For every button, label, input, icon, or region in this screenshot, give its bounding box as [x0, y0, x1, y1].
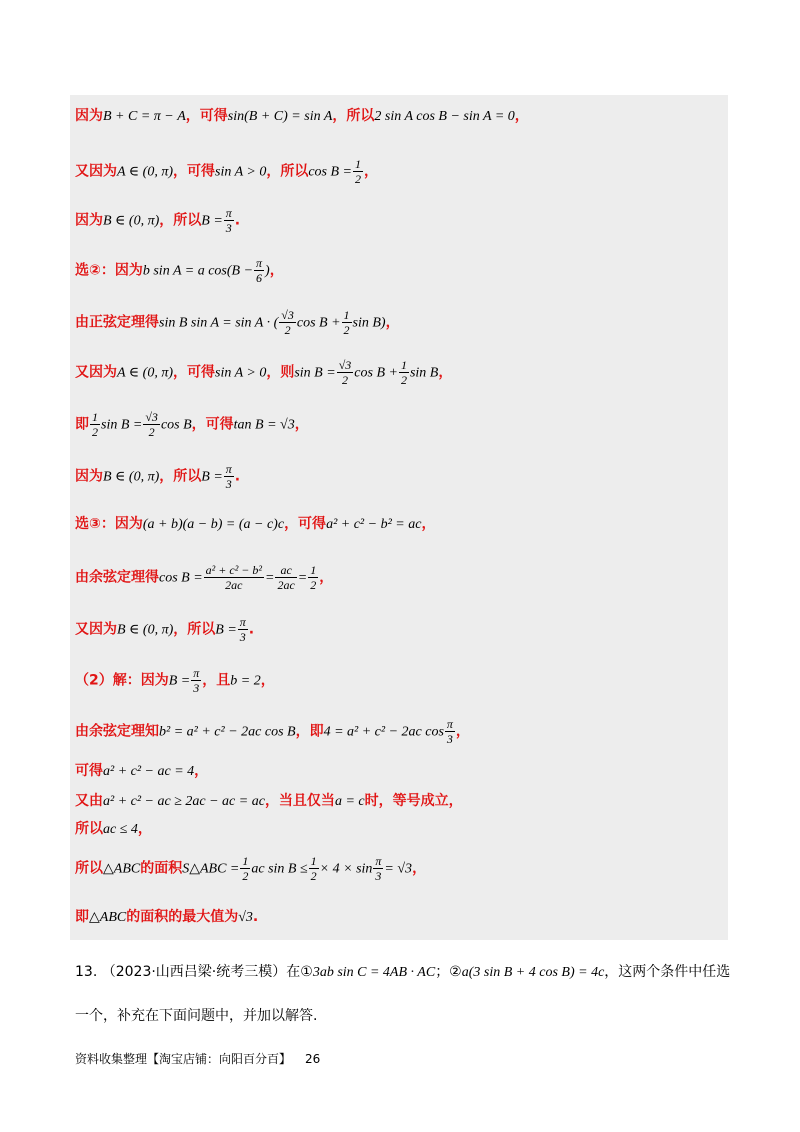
- math: a² + c² − ac ≥ 2ac − ac = ac: [103, 794, 265, 809]
- solution-line-7: [75, 410, 309, 439]
- fraction: $\frac{1}{2}$: [242, 854, 249, 883]
- math: △ABC: [89, 910, 127, 925]
- text: ，则: [266, 364, 295, 381]
- math: = √3: [384, 861, 413, 877]
- text: 可得: [75, 763, 103, 779]
- text: .: [234, 468, 241, 485]
- solution-line-17: [75, 854, 426, 883]
- math: a = c: [334, 794, 365, 809]
- solution-line-15: [75, 789, 463, 814]
- math: B =: [201, 213, 223, 229]
- text: ，所以: [173, 621, 216, 638]
- text: ，所以: [159, 468, 202, 485]
- solution-line-12: [75, 666, 275, 695]
- math: sin B: [409, 365, 439, 381]
- text: 选②：因为: [75, 262, 143, 279]
- math: =: [265, 570, 275, 586]
- text: 时，等号成立，: [364, 793, 463, 809]
- text: 又由: [75, 793, 103, 809]
- text: ，所以: [159, 212, 202, 229]
- text: 又因为: [75, 621, 117, 638]
- math: =: [297, 570, 308, 586]
- solution-line-14: [75, 759, 208, 784]
- text: 因为: [75, 468, 103, 485]
- math: sin B =: [101, 417, 143, 433]
- math: b = 2: [230, 673, 261, 689]
- math: B =: [168, 673, 191, 689]
- text: 的面积: [140, 860, 183, 877]
- solution-line-5: [75, 308, 400, 337]
- solution-line-4: [75, 256, 284, 285]
- math: △ABC: [103, 861, 141, 877]
- text: ，: [455, 723, 470, 740]
- text: ，且: [202, 672, 231, 689]
- fraction: $\frac{\pi}{3}$: [446, 717, 453, 746]
- math: 2 sin A cos B − sin A = 0: [374, 109, 515, 124]
- text: 又因为: [75, 364, 117, 381]
- problem-13-line-2: [75, 1004, 317, 1028]
- math: ac sin B ≤: [251, 861, 308, 877]
- fraction: $\frac{1}{2}$: [343, 308, 350, 337]
- math: × 4 × sin: [319, 861, 373, 877]
- text: ，: [364, 163, 379, 180]
- text: 由余弦定理知: [75, 723, 159, 740]
- math: A ∈ (0, π): [117, 164, 173, 180]
- solution-line-6: [75, 358, 452, 387]
- math: ac ≤ 4: [103, 822, 138, 837]
- fraction: $\frac{1}{2}$: [92, 410, 98, 439]
- math: S△ABC =: [182, 861, 240, 877]
- footer-text: 资料收集整理【淘宝店铺：向阳百分百】: [75, 1052, 292, 1066]
- fraction: $\frac{\pi}{3}$: [193, 666, 200, 695]
- fraction: $\frac{\pi}{3}$: [239, 615, 246, 644]
- solution-line-13: [75, 717, 470, 746]
- math: ): [265, 263, 270, 279]
- fraction: $\frac{1}{2}$: [310, 563, 317, 592]
- text: ，: [319, 569, 334, 586]
- text: ，: [269, 262, 284, 279]
- math: √3: [238, 910, 253, 925]
- math: sin(B + C) = sin A: [227, 109, 333, 124]
- separator: ；②: [435, 964, 462, 980]
- text: （2）解：因为: [75, 672, 169, 689]
- solution-line-18: [75, 905, 258, 930]
- text: 所以: [75, 821, 103, 837]
- fraction: $\frac{\pi}{3}$: [225, 462, 232, 491]
- text: .: [248, 621, 255, 638]
- text: ，可得: [191, 416, 234, 433]
- fraction: $\frac{\text{a² + c² − b²}}{2ac}$: [205, 563, 262, 592]
- math: B + C = π − A: [103, 109, 186, 124]
- problem-source: （2023·山西吕梁·统考三模）在①: [101, 964, 313, 980]
- math: B ∈ (0, π): [103, 469, 160, 485]
- text: ，: [260, 672, 275, 689]
- text: 又因为: [75, 163, 117, 180]
- solution-line-11: [75, 615, 254, 644]
- condition-1: 3ab sin C = 4AB · AC: [312, 965, 436, 980]
- text: ，: [421, 516, 436, 532]
- fraction: $\frac{1}{2}$: [355, 157, 362, 186]
- math: sin B sin A = sin A · (: [159, 315, 279, 331]
- page-number: 26: [305, 1052, 321, 1066]
- text: ，: [137, 821, 152, 837]
- fraction: $\frac{\pi}{6}$: [256, 256, 263, 285]
- fraction: $\frac{√3}{2}$: [281, 308, 294, 337]
- fraction: $\frac{√3}{2}$: [145, 410, 158, 439]
- fraction: $\frac{ac}{2ac}$: [277, 563, 295, 592]
- text: 由正弦定理得: [75, 314, 159, 331]
- text: ，: [514, 108, 529, 124]
- condition-2: a(3 sin B + 4 cos B) = 4c: [461, 965, 605, 980]
- solution-line-8: [75, 462, 240, 491]
- math: B =: [215, 622, 237, 638]
- problem-number: 13.: [75, 964, 98, 980]
- solution-line-10: [75, 563, 333, 592]
- math: 4 = a² + c² − 2ac cos: [323, 724, 444, 740]
- text: ，可得: [173, 364, 215, 381]
- text: 的面积的最大值为: [126, 909, 239, 925]
- text: ，所以: [332, 108, 375, 124]
- text: ，可得: [284, 516, 327, 532]
- problem-13-line-1: [75, 960, 730, 985]
- problem-text: 一个，补充在下面问题中，并加以解答.: [75, 1008, 318, 1024]
- text: 因为: [75, 212, 103, 229]
- text: ，: [438, 364, 453, 381]
- math: B =: [201, 469, 223, 485]
- fraction: $\frac{\pi}{3}$: [225, 206, 232, 235]
- solution-line-2: [75, 157, 378, 186]
- text: 因为: [75, 108, 103, 124]
- math: B ∈ (0, π): [103, 213, 160, 229]
- math: sin B =: [294, 365, 336, 381]
- fraction: $\frac{\pi}{3}$: [375, 854, 382, 883]
- text: .: [252, 909, 259, 925]
- fraction: $\frac{1}{2}$: [310, 854, 317, 883]
- fraction: $\frac{√3}{2}$: [338, 358, 352, 387]
- page-footer: [75, 1050, 320, 1067]
- text: ，: [294, 416, 309, 433]
- math: sin B): [352, 315, 386, 331]
- math: (a + b)(a − b) = (a − c)c: [142, 517, 285, 532]
- text: 选③：因为: [75, 516, 143, 532]
- solution-line-16: [75, 817, 152, 842]
- solution-line-3: [75, 206, 240, 235]
- math: cos B +: [354, 365, 398, 381]
- problem-tail: ，这两个条件中任选: [604, 964, 731, 980]
- math: a² + c² − b² = ac: [326, 517, 422, 532]
- math: B ∈ (0, π): [117, 622, 174, 638]
- text: ，当且仅当: [264, 793, 335, 809]
- solution-line-1: [75, 104, 529, 129]
- text: ，: [194, 763, 209, 779]
- text: ，所以: [266, 163, 309, 180]
- text: 由余弦定理得: [75, 569, 159, 586]
- math: cos B =: [308, 164, 353, 180]
- text: ，: [412, 860, 427, 877]
- math: b² = a² + c² − 2ac cos B: [159, 724, 296, 740]
- math: b sin A = a cos(B −: [142, 263, 254, 279]
- text: 即: [75, 909, 89, 925]
- math: A ∈ (0, π): [117, 365, 173, 381]
- math: cos B =: [159, 570, 203, 586]
- text: ，可得: [173, 163, 215, 180]
- math: sin A > 0: [215, 365, 267, 381]
- text: ，: [385, 314, 400, 331]
- text: 即: [75, 416, 89, 433]
- text: ，即: [295, 723, 324, 740]
- text: .: [234, 212, 241, 229]
- math: cos B: [160, 417, 192, 433]
- math: sin A > 0: [215, 164, 267, 180]
- text: ，可得: [185, 108, 228, 124]
- fraction: $\frac{1}{2}$: [400, 358, 407, 387]
- math: a² + c² − ac = 4: [103, 764, 195, 779]
- text: 所以: [75, 860, 103, 877]
- math: cos B +: [296, 315, 341, 331]
- solution-line-9: [75, 512, 435, 537]
- math: tan B = √3: [233, 417, 295, 433]
